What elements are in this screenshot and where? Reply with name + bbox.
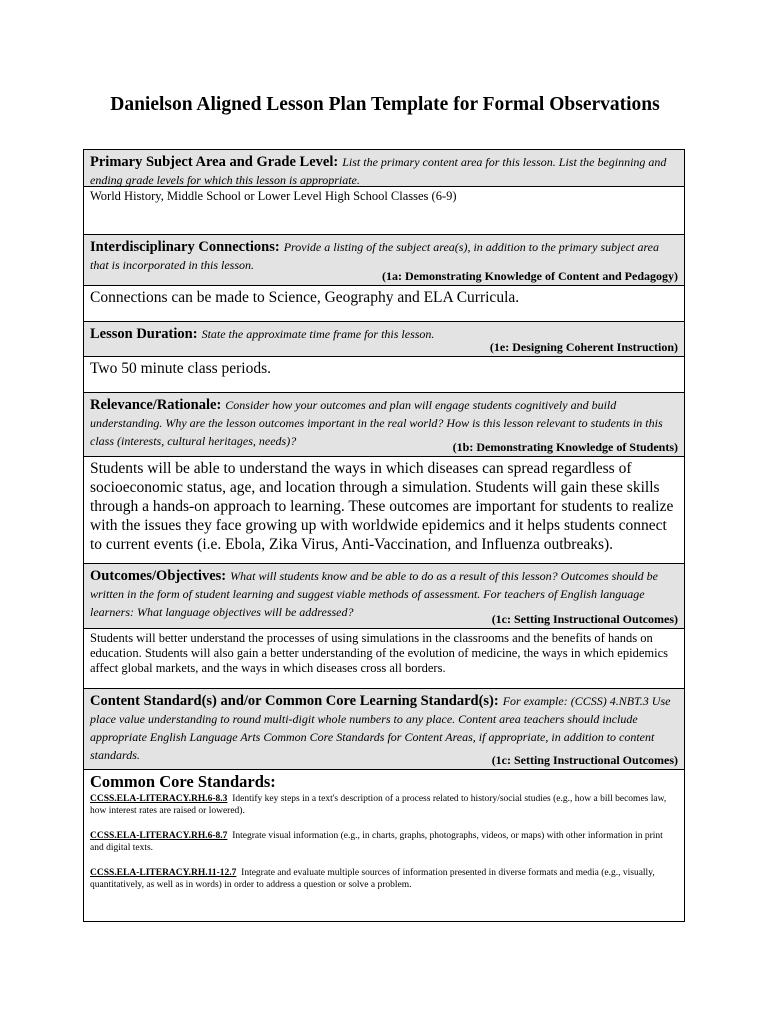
duration-ref: (1e: Designing Coherent Instruction) [489,340,678,354]
standard-item [90,793,678,817]
interdisciplinary-label: Interdisciplinary Connections: [90,239,280,255]
relevance-value: Students will be able to understand the ways in which diseases can spread regardless of socioeconomic status, age, and location through a simulation. Students will gain these skills through a hands-on approach to learning. These outcomes are important for students to realize with the issues they face growing up with worldwide epidemics and it helps students connect to current events (i.e. Ebola, Zika Virus, Anti-Vaccination, and Influenza outbreaks). [90,460,674,553]
common-core-title: Common Core Standards: [90,772,276,791]
outcomes-header [84,563,684,629]
duration-value: Two 50 minute class periods. [90,360,272,377]
standard-description: Integrate visual information (e.g., in charts, graphs, photographs, videos, or maps) with other information in print and digital texts. [90,831,663,853]
primary-subject-hint: List the primary content area for this lesson. List the beginning and ending grade levels for which this lesson is appropriate. [90,155,667,187]
standard-description: Integrate and evaluate multiple sources of information presented in diverse formats and media (e.g., visually, quantitatively, as well as in words) in order to address a question or solve a problem. [90,868,655,890]
standard-item [90,830,678,854]
outcomes-value-cell [84,629,684,688]
interdisciplinary-ref: (1a: Demonstrating Knowledge of Content and Pedagogy) [382,269,678,283]
standards-ref: (1c: Setting Instructional Outcomes) [491,753,678,767]
standards-label: Content Standard(s) and/or Common Core Learning Standard(s): [90,693,499,709]
interdisciplinary-value: Connections can be made to Science, Geography and ELA Curricula. [90,289,520,306]
duration-header [84,321,684,357]
outcomes-value: Students will better understand the processes of using simulations in the classrooms and the benefits of hands on education. Students will also gain a better understanding of the evolution of medicine, the ways in which epidemics affect global markets, and the ways in which diseases cross all borders. [90,631,668,675]
interdisciplinary-value-cell [84,286,684,321]
relevance-header [84,392,684,457]
standard-link[interactable]: CCSS.ELA-LITERACY.RH.11-12.7 [90,868,237,878]
standard-description: Identify key steps in a text's description of a process related to history/social studies (e.g., how a bill becomes law, how interest rates are raised or lowered). [90,794,667,816]
duration-label: Lesson Duration: [90,326,198,342]
relevance-value-cell [84,457,684,563]
page-title: Danielson Aligned Lesson Plan Template for Formal Observations [110,94,660,115]
primary-subject-label: Primary Subject Area and Grade Level: [90,154,339,170]
standard-link[interactable]: CCSS.ELA-LITERACY.RH.6-8.7 [90,831,228,841]
relevance-ref: (1b: Demonstrating Knowledge of Students) [452,440,678,454]
standards-header [84,688,684,770]
duration-hint: State the approximate time frame for this lesson. [201,327,435,341]
primary-subject-header [84,150,684,187]
primary-subject-value-cell [84,187,684,234]
duration-value-cell [84,357,684,392]
standard-link[interactable]: CCSS.ELA-LITERACY.RH.6-8.3 [90,794,228,804]
lesson-plan-table [83,149,685,922]
standard-item [90,867,678,891]
relevance-hint: Consider how your outcomes and plan will engage students cognitively and build understanding. Why are the lesson outcomes important in the real world? How is this lesson relevant to students in this class (interests, cultural heritages, needs)? [90,398,663,448]
primary-subject-value: World History, Middle School or Lower Level High School Classes (6-9) [90,189,457,203]
standards-hint: For example: (CCSS) 4.NBT.3 Use place value understanding to round multi-digit whole numbers to any place. Content area teachers should include appropriate English Language Arts Common Core Standards for Content Areas, if appropriate, in addition to content standards. [90,694,671,762]
interdisciplinary-hint: Provide a listing of the subject area(s), in addition to the primary subject area that is incorporated in this lesson. [90,240,659,272]
outcomes-hint: What will students know and be able to do as a result of this lesson? Outcomes should be written in the form of student learning and suggest viable methods of assessment. For teachers of English language learners: What language objectives will be addressed? [90,569,658,619]
common-core-cell [84,770,684,920]
interdisciplinary-header [84,234,684,286]
outcomes-ref: (1c: Setting Instructional Outcomes) [491,612,678,626]
outcomes-label: Outcomes/Objectives: [90,568,227,584]
relevance-label: Relevance/Rationale: [90,397,222,413]
